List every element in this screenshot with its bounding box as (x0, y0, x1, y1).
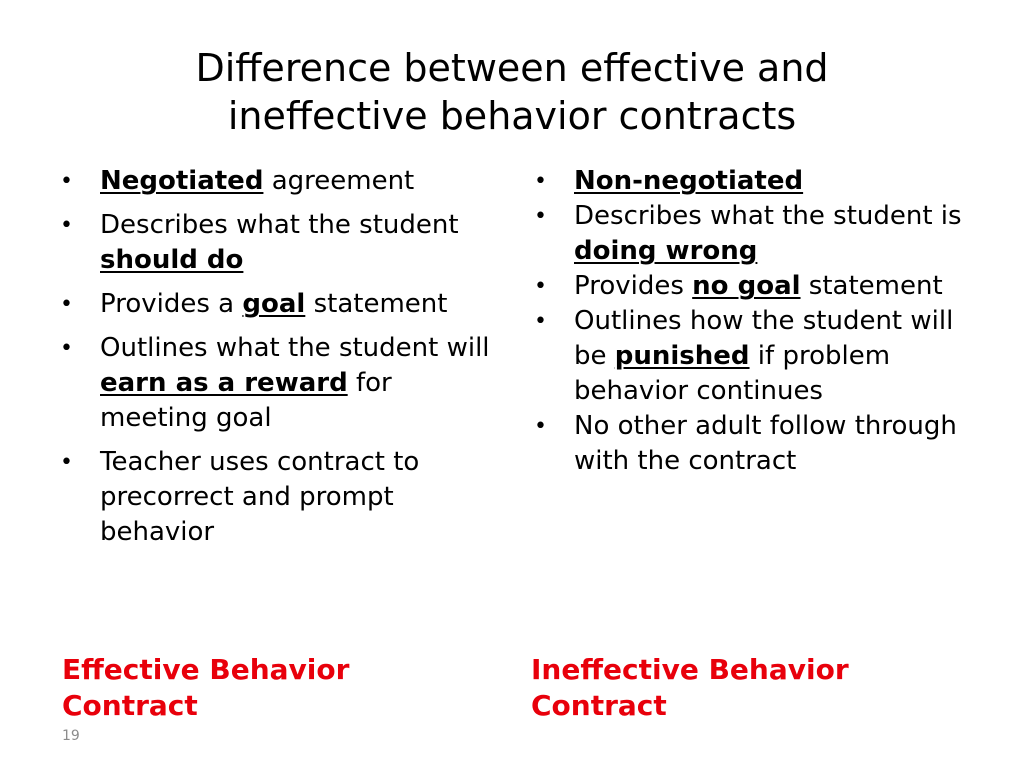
ineffective-bullet-item (528, 304, 978, 409)
bullet-text: for meeting goal (100, 368, 392, 433)
emphasized-text: Negotiated (100, 166, 264, 196)
slide-title-line-1: Difference between effective and (195, 46, 829, 90)
effective-bullet-list (54, 164, 504, 550)
bullet-text: Describes what the student (100, 210, 459, 240)
effective-contract-label: Effective Behavior Contract (62, 653, 350, 722)
bullet-marker: • (534, 414, 547, 439)
bullet-marker: • (60, 213, 73, 238)
emphasized-text: doing wrong (574, 236, 758, 266)
emphasized-text: earn as a reward (100, 368, 348, 398)
slide-number: 19 (62, 728, 80, 744)
emphasized-text: should do (100, 245, 244, 275)
ineffective-bullet-list (528, 164, 978, 479)
bullet-marker: • (60, 292, 73, 317)
bullet-text: Outlines how the student will be (574, 306, 954, 371)
bullet-marker: • (534, 274, 547, 299)
bullet-marker: • (534, 169, 547, 194)
ineffective-bullet-item (528, 199, 978, 269)
ineffective-contract-label: Ineffective Behavior Contract (531, 653, 849, 722)
bullet-text: statement (305, 289, 448, 319)
ineffective-contract-column (528, 164, 978, 479)
emphasized-text: no goal (692, 271, 801, 301)
effective-bullet-item (54, 287, 504, 322)
effective-bullet-item (54, 208, 504, 278)
ineffective-bullet-item (528, 164, 978, 199)
bullet-text: No other adult follow through with the contract (574, 411, 957, 476)
emphasized-text: punished (614, 341, 750, 371)
bullet-text: Provides a (100, 289, 243, 319)
bullet-text: Outlines what the student will (100, 333, 490, 363)
emphasized-text: goal (242, 289, 306, 319)
bullet-marker: • (534, 309, 547, 334)
bullet-text: if problem behavior continues (574, 341, 891, 406)
ineffective-bullet-item (528, 409, 978, 479)
emphasized-text: Non-negotiated (574, 166, 804, 196)
bullet-text: Describes what the student is (574, 201, 962, 231)
bullet-text: Provides (574, 271, 693, 301)
bullet-marker: • (60, 336, 73, 361)
ineffective-bullet-item (528, 269, 978, 304)
bullet-text: Teacher uses contract to precorrect and prompt behavior (100, 447, 420, 547)
slide-title (60, 44, 964, 140)
bullet-text: statement (800, 271, 943, 301)
effective-bullet-item (54, 164, 504, 199)
slide-title-line-2: ineffective behavior contracts (227, 94, 797, 138)
effective-bullet-item (54, 331, 504, 436)
bullet-text: agreement (263, 166, 415, 196)
bullet-marker: • (60, 450, 73, 475)
bullet-marker: • (534, 204, 547, 229)
bullet-marker: • (60, 169, 73, 194)
effective-contract-column (54, 164, 504, 559)
effective-bullet-item (54, 445, 504, 550)
